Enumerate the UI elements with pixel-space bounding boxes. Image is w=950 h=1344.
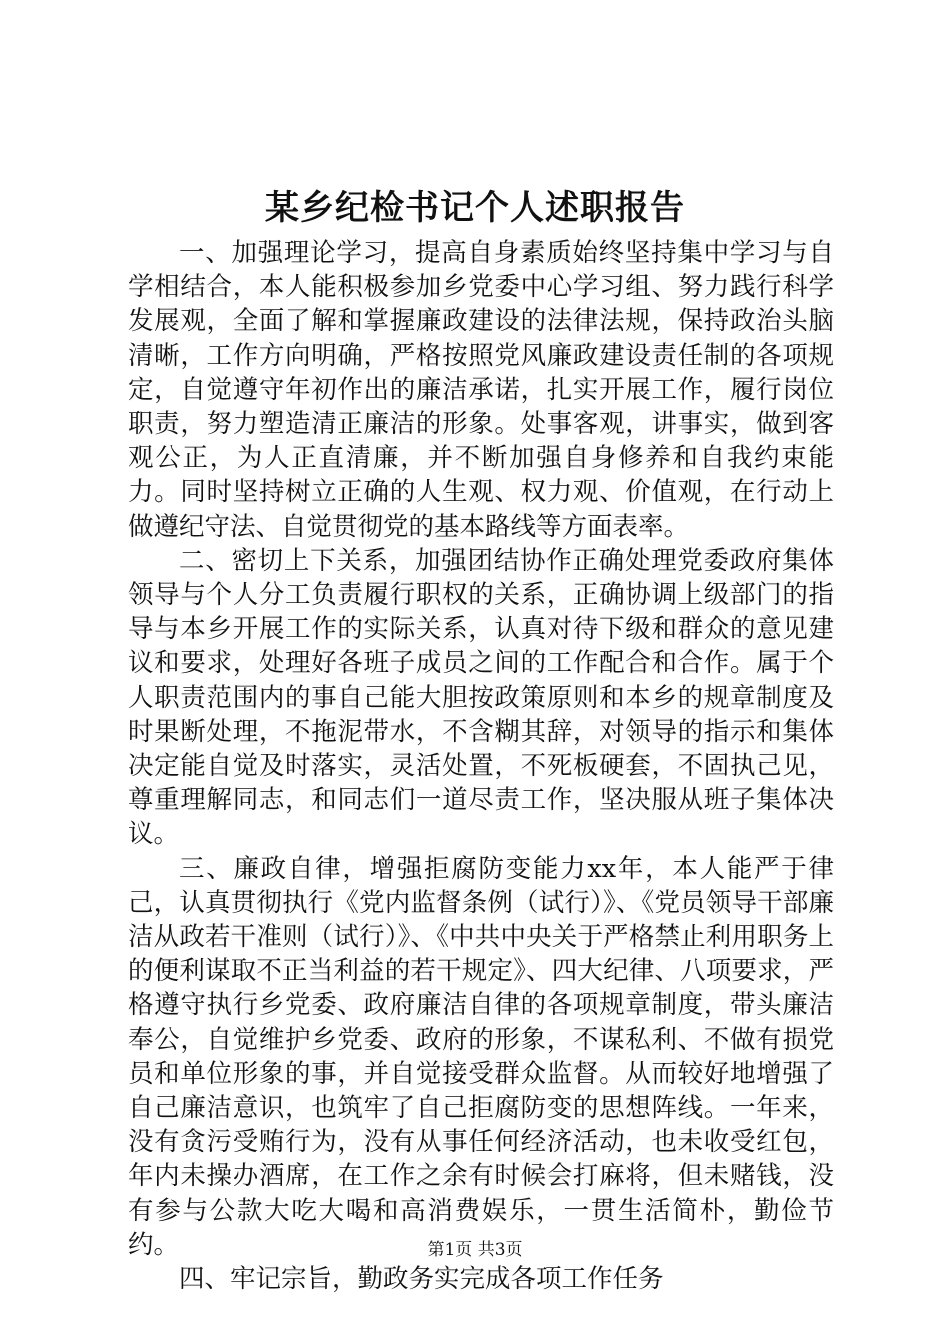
page-number-footer: 第1页 共3页 <box>427 1240 523 1260</box>
document-body <box>128 236 834 1296</box>
paragraph-4: 四、牢记宗旨，勤政务实完成各项工作任务 <box>179 1264 664 1295</box>
paragraph-1: 一、加强理论学习，提高自身素质始终坚持集中学习与自学相结合，本人能积极参加乡党委中心学习组、努力践行科学发展观，全面了解和掌握廉政建设的法律法规，保持政治头脑清晰，工作方向明确，严格按照党风廉政建设责任制的各项规定，自觉遵守年初作出的廉洁承诺，扎实开展工作，履行岗位职责，努力塑造清正廉洁的形象。处事客观，讲事实，做到客观公正，为人正直清廉，并不断加强自身修养和自我约束能力。同时坚持树立正确的人生观、权力观、价值观，在行动上做遵纪守法、自觉贯彻党的基本路线等方面表率。 <box>128 238 834 542</box>
document-title: 某乡纪检书记个人述职报告 <box>265 188 685 228</box>
paragraph-3: 三、廉政自律，增强拒腐防变能力xx年，本人能严于律己，认真贯彻执行《党内监督条例（试行）》、《党员领导干部廉洁从政若干准则（试行）》、《中共中央关于严格禁止利用职务上的便利谋取不正当利益的若干规定》、四大纪律、八项要求，严格遵守执行乡党委、政府廉洁自律的各项规章制度，带头廉洁奉公，自觉维护乡党委、政府的形象，不谋私利、不做有损党员和单位形象的事，并自觉接受群众监督。从而较好地增强了自己廉洁意识，也筑牢了自己拒腐防变的思想阵线。一年来，没有贪污受贿行为，没有从事任何经济活动，也未收受红包，年内未操办酒席，在工作之余有时候会打麻将，但未赌钱，没有参与公款大吃大喝和高消费娱乐，一贯生活简朴，勤俭节约。 <box>128 853 834 1260</box>
paragraph-2: 二、密切上下关系，加强团结协作正确处理党委政府集体领导与个人分工负责履行职权的关系，正确协调上级部门的指导与本乡开展工作的实际关系，认真对待下级和群众的意见建议和要求，处理好各班子成员之间的工作配合和合作。属于个人职责范围内的事自己能大胆按政策原则和本乡的规章制度及时果断处理，不拖泥带水，不含糊其辞，对领导的指示和集体决定能自觉及时落实，灵活处置，不死板硬套，不固执己见，尊重理解同志，和同志们一道尽责工作，坚决服从班子集体决议。 <box>128 545 834 850</box>
